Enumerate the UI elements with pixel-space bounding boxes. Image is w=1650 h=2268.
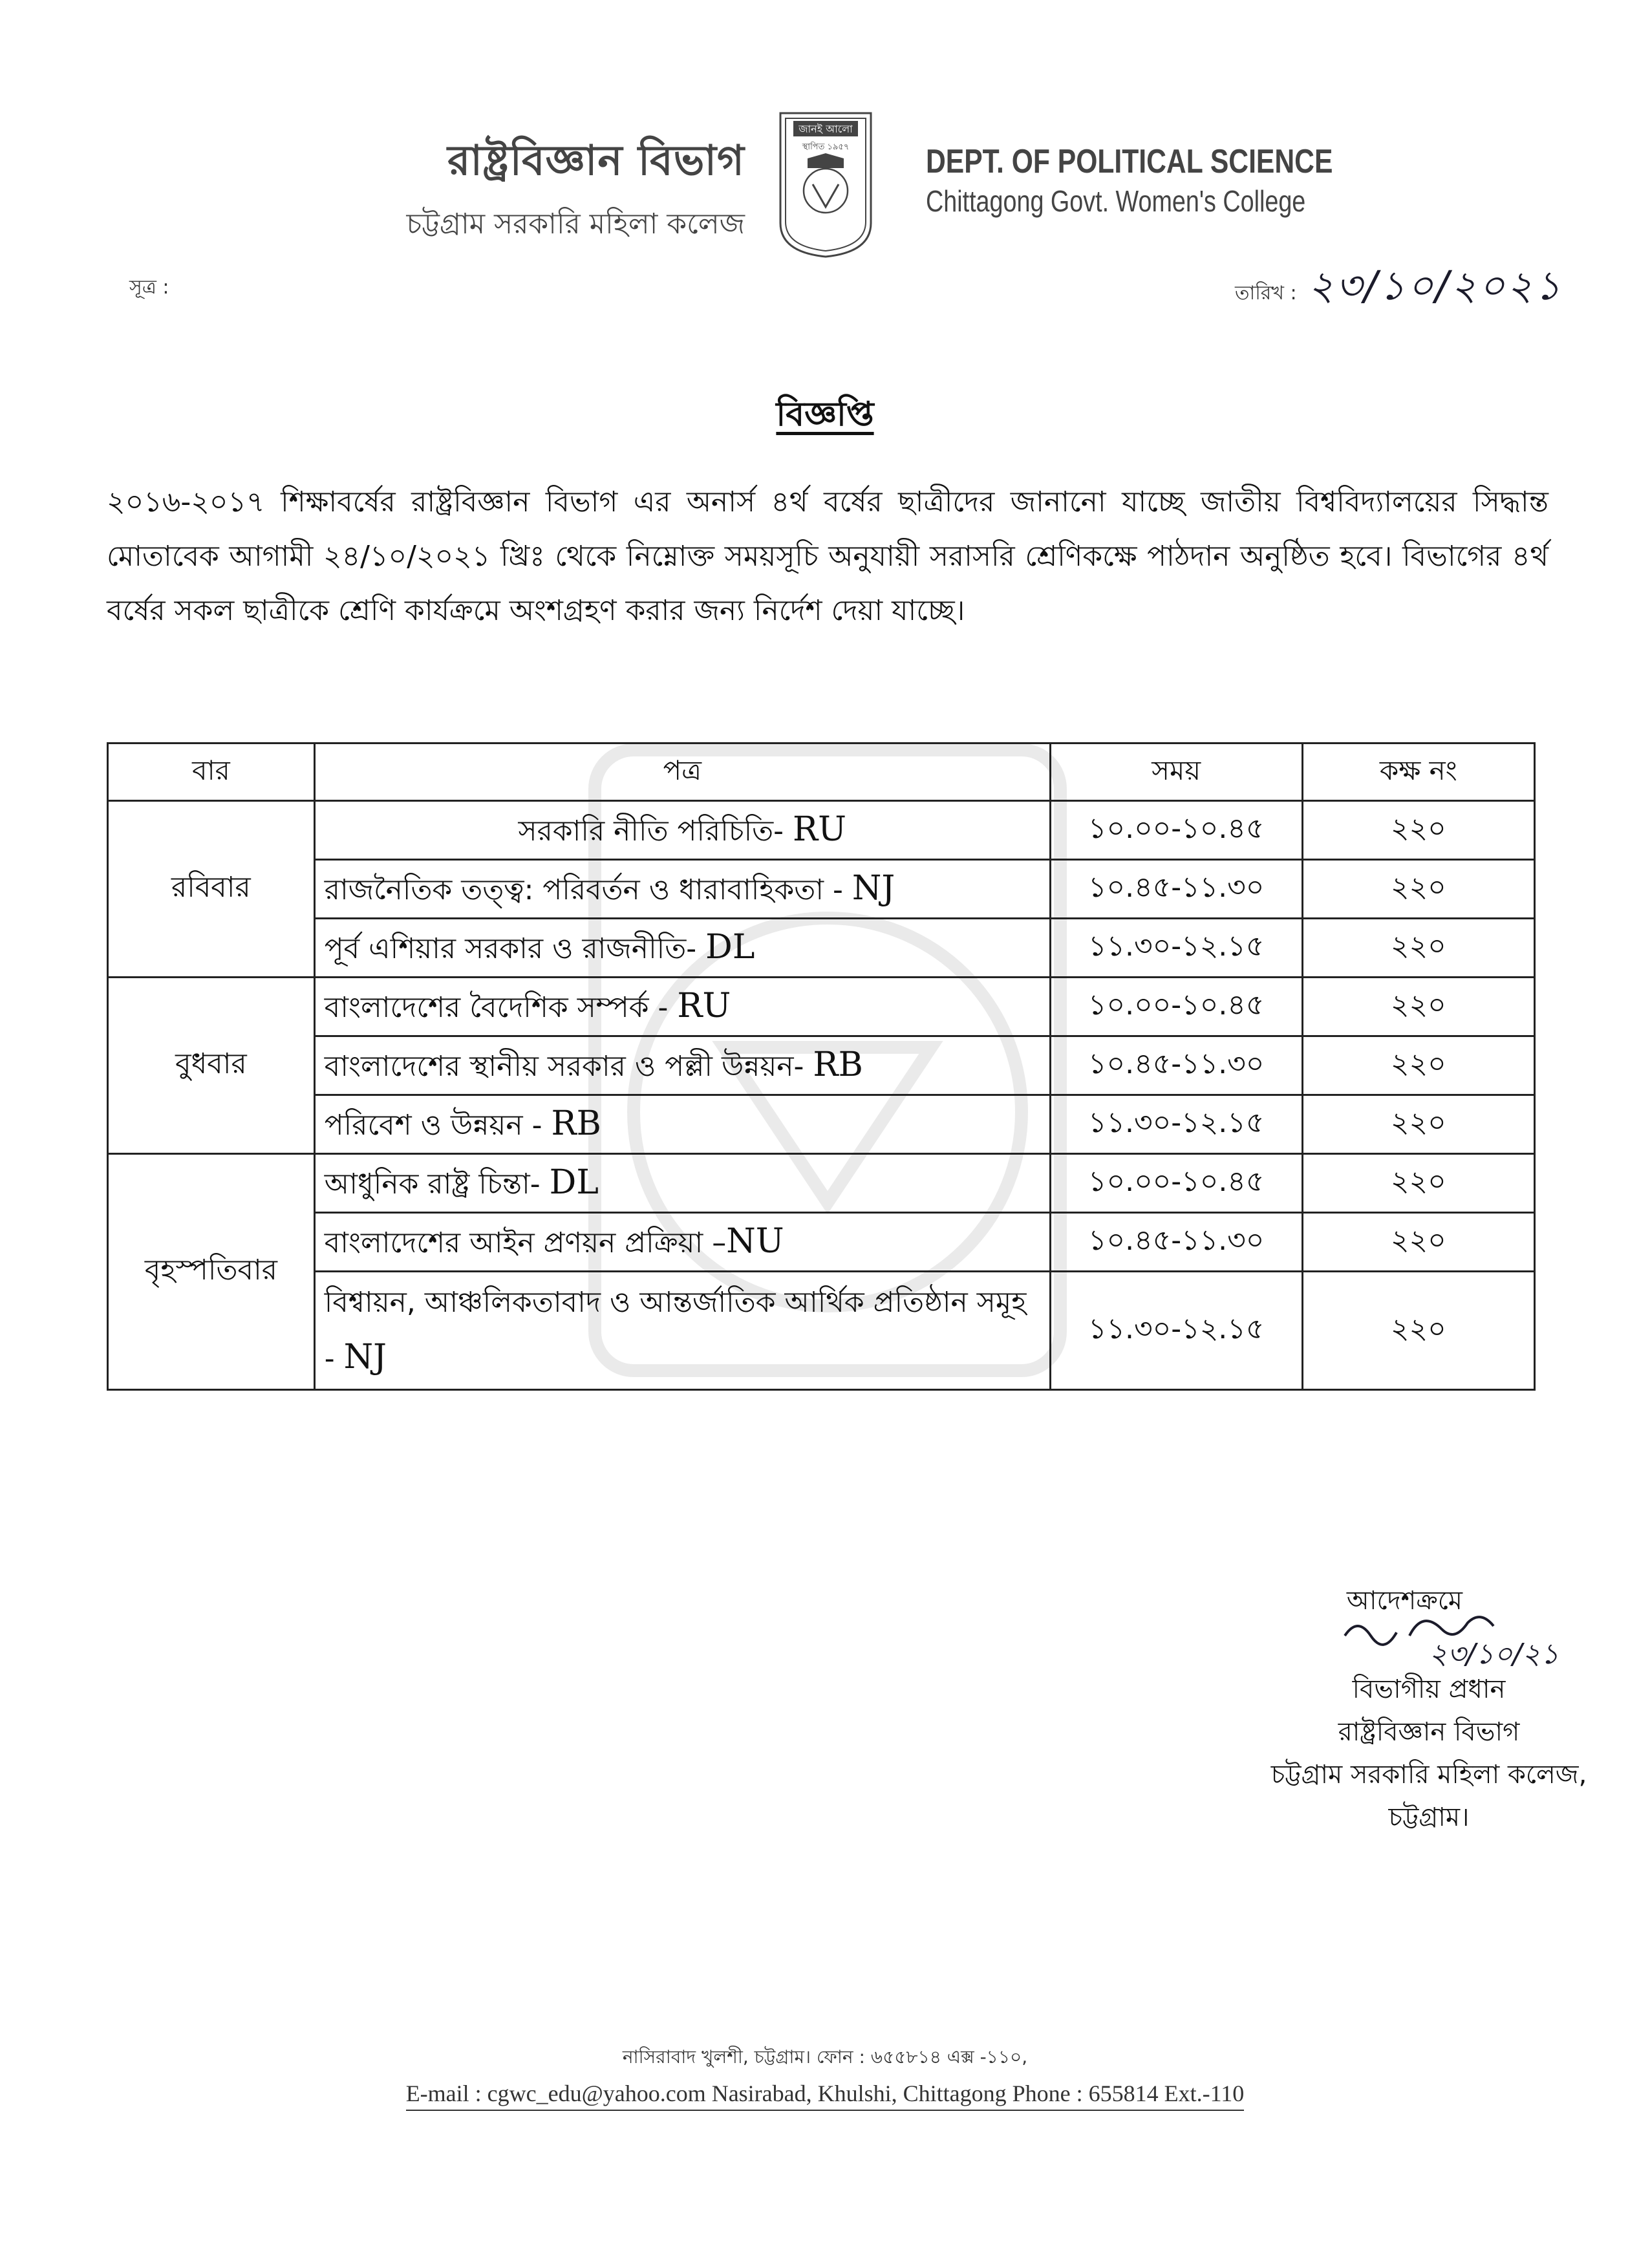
logo-motto: জানই আলো	[798, 123, 853, 135]
logo-established: স্থাপিত ১৯৫৭	[802, 142, 850, 152]
paper-name: পূর্ব এশিয়ার সরকার ও রাজনীতি-	[324, 932, 706, 965]
paper-name: রাজনৈতিক তত্ত্ব: পরিবর্তন ও ধারাবাহিকতা -	[324, 873, 852, 906]
class-schedule-table	[107, 742, 1536, 1391]
paper-cell	[314, 978, 1050, 1036]
college-name-bn: চট্টগ্রাম সরকারি মহিলা কলেজ	[406, 208, 745, 241]
paper-name: বাংলাদেশের আইন প্রণয়ন প্রক্রিয়া –	[324, 1226, 727, 1259]
room-cell: ২২০	[1302, 1213, 1534, 1272]
date-label: তারিখ :	[1235, 282, 1297, 305]
room-cell: ২২০	[1302, 801, 1534, 860]
signatory-college: চট্টগ্রাম সরকারি মহিলা কলেজ,	[1270, 1760, 1587, 1790]
paper-cell	[314, 1095, 1050, 1154]
footer-address-bn: নাসিরাবাদ খুলশী, চট্টগ্রাম। ফোন : ৬৫৫৮১৪ এক্স -১১০,	[622, 2046, 1028, 2068]
table-row	[108, 1036, 1535, 1095]
day-cell: বুধবার	[108, 978, 315, 1154]
table-row	[108, 978, 1535, 1036]
table-row	[108, 860, 1535, 919]
paper-cell	[314, 919, 1050, 978]
teacher-code: DL	[549, 1162, 599, 1202]
teacher-code: NJ	[343, 1337, 387, 1376]
date-row	[1235, 255, 1563, 322]
header-day: বার	[108, 744, 315, 801]
teacher-code: NJ	[852, 868, 895, 908]
time-cell: ১১.৩০-১২.১৫	[1050, 919, 1302, 978]
notice-title-text: বিজ্ঞপ্তি	[776, 395, 874, 434]
time-cell: ১০.৪৫-১১.৩০	[1050, 1036, 1302, 1095]
teacher-code: DL	[705, 927, 755, 967]
signature-date: ২৩/১০/২১	[1429, 1638, 1559, 1671]
paper-name: বাংলাদেশের বৈদেশিক সম্পর্ক -	[324, 990, 678, 1024]
date-value: ২৩/১০/২০২১	[1307, 262, 1563, 309]
paper-name: বিশ্বায়ন, আঞ্চলিকতাবাদ ও আন্তর্জাতিক আর্থিক প্রতিষ্ঠান সমূহ -	[324, 1285, 1027, 1375]
table-header-row	[108, 744, 1535, 801]
signatory-block	[1261, 1668, 1597, 1839]
signatory-title: বিভাগীয় প্রধান	[1352, 1674, 1506, 1704]
table-row	[108, 801, 1535, 860]
time-cell: ১১.৩০-১২.১৫	[1050, 1272, 1302, 1390]
room-cell: ২২০	[1302, 978, 1534, 1036]
paper-name: বাংলাদেশের স্থানীয় সরকার ও পল্লী উন্নয়ন-	[324, 1049, 813, 1083]
room-cell: ২২০	[1302, 1272, 1534, 1390]
teacher-code: RB	[551, 1104, 601, 1143]
room-cell: ২২০	[1302, 1036, 1534, 1095]
teacher-code: RU	[793, 809, 847, 849]
reference-label: সূত্র :	[129, 276, 169, 299]
letterhead-english	[926, 142, 1422, 219]
header-paper: পত্র	[314, 744, 1050, 801]
table-row	[108, 1154, 1535, 1213]
paper-name: সরকারি নীতি পরিচিতি-	[518, 814, 793, 848]
teacher-code: RB	[813, 1045, 863, 1084]
time-cell: ১০.০০-১০.৪৫	[1050, 1154, 1302, 1213]
footer-contact-en: E-mail : cgwc_edu@yahoo.com Nasirabad, Khulshi, Chittagong Phone : 655814 Ext.-110	[406, 2080, 1245, 2111]
paper-name: পরিবেশ ও উন্নয়ন -	[324, 1108, 552, 1142]
notice-body: ২০১৬-২০১৭ শিক্ষাবর্ষের রাষ্ট্রবিজ্ঞান বিভাগ এর অনার্স ৪র্থ বর্ষের ছাত্রীদের জানানো যাচ্ছে জাতীয় বিশ্ববিদ্যালয়ের সিদ্ধান্ত মোতাবেক আগামী ২৪/১০/২০২১ খ্রিঃ থেকে নিম্নোক্ত সময়সূচি অনুযায়ী সরাসরি শ্রেণিকক্ষে পাঠদান অনুষ্ঠিত হবে। বিভাগের ৪র্থ বর্ষের সকল ছাত্রীকে শ্রেণি কার্যক্রমে অংশগ্রহণ করার জন্য নির্দেশ দেয়া যাচ্ছে।	[107, 486, 1548, 627]
header-time: সময়	[1050, 744, 1302, 801]
day-cell: রবিবার	[108, 801, 315, 978]
table-row	[108, 919, 1535, 978]
time-cell: ১০.৪৫-১১.৩০	[1050, 860, 1302, 919]
time-cell: ১১.৩০-১২.১৫	[1050, 1095, 1302, 1154]
paper-cell	[314, 801, 1050, 860]
paper-name: আধুনিক রাষ্ট্র চিন্তা-	[324, 1167, 550, 1201]
day-cell: বৃহস্পতিবার	[108, 1154, 315, 1390]
paper-cell	[314, 1154, 1050, 1213]
teacher-code: NU	[726, 1221, 784, 1261]
teacher-code: RU	[677, 986, 731, 1025]
time-cell: ১০.৪৫-১১.৩০	[1050, 1213, 1302, 1272]
letterhead-bengali	[407, 129, 745, 250]
signatory-dept: রাষ্ট্রবিজ্ঞান বিভাগ	[1338, 1717, 1520, 1747]
paper-cell	[314, 1213, 1050, 1272]
table-row	[108, 1272, 1535, 1390]
college-name-en: Chittagong Govt. Women's College	[926, 184, 1306, 218]
footer	[0, 2043, 1650, 2111]
handwritten-signature	[1332, 1597, 1591, 1674]
signatory-city: চট্টগ্রাম।	[1388, 1803, 1470, 1832]
by-order-label: আদেশক্রমে	[1346, 1586, 1462, 1616]
paper-cell	[314, 860, 1050, 919]
table-row	[108, 1213, 1535, 1272]
time-cell: ১০.০০-১০.৪৫	[1050, 801, 1302, 860]
paper-cell	[314, 1272, 1050, 1390]
table-row	[108, 1095, 1535, 1154]
room-cell: ২২০	[1302, 1095, 1534, 1154]
dept-name-en: DEPT. OF POLITICAL SCIENCE	[926, 143, 1333, 180]
time-cell: ১০.০০-১০.৪৫	[1050, 978, 1302, 1036]
room-cell: ২২০	[1302, 919, 1534, 978]
college-logo	[774, 107, 877, 262]
header-room: কক্ষ নং	[1302, 744, 1534, 801]
dept-name-bn: রাষ্ট্রবিজ্ঞান বিভাগ	[447, 137, 745, 185]
notice-title	[0, 388, 1650, 444]
room-cell: ২২০	[1302, 1154, 1534, 1213]
paper-cell	[314, 1036, 1050, 1095]
room-cell: ২২০	[1302, 860, 1534, 919]
